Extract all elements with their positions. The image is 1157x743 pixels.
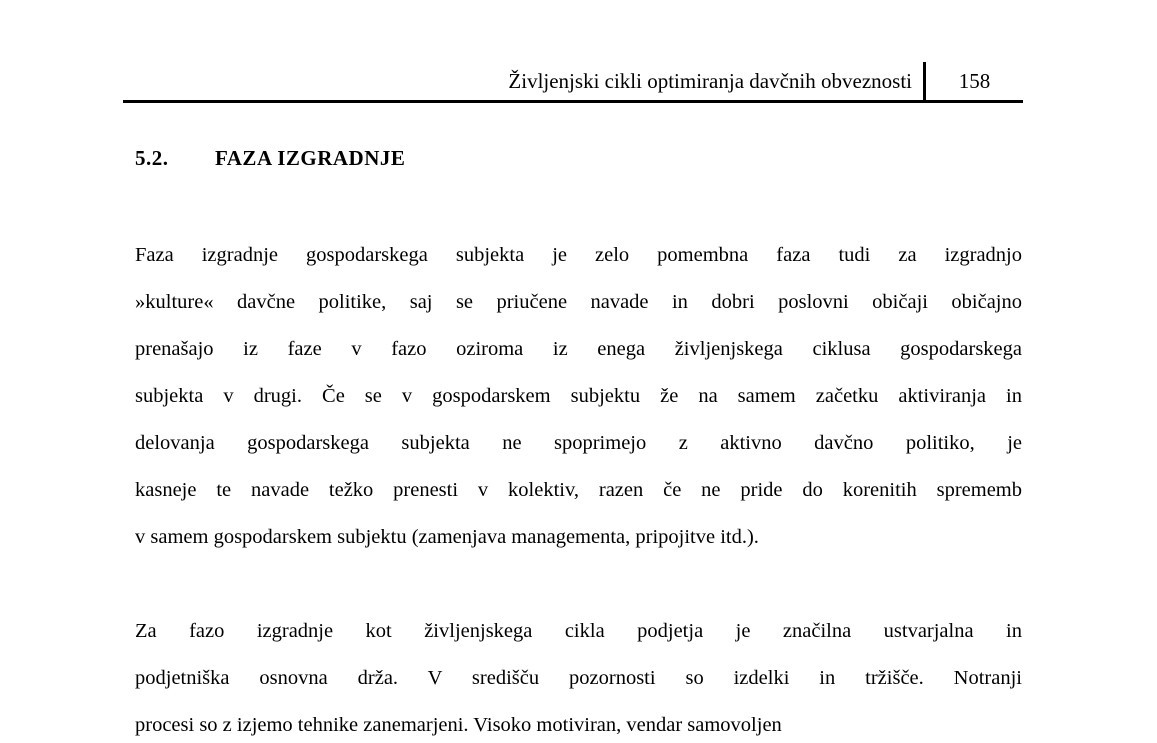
text-line: subjekta v drugi. Če se v gospodarskem subjektu že na samem začetku aktiviranja in [135,385,1022,407]
text-line: Za fazo izgradnje kot življenjskega cikla podjetja je značilna ustvarjalna in [135,620,1022,642]
document-body [135,232,1022,743]
text-line: delovanja gospodarskega subjekta ne spoprimejo z aktivno davčno politiko, je [135,432,1022,454]
paragraph [135,232,1022,561]
text-line: v samem gospodarskem subjektu (zamenjava managementa, pripojitve itd.). [135,526,759,548]
text-line: »kulture« davčne politike, saj se priučene navade in dobri poslovni običaji običajno [135,291,1022,313]
section-number: 5.2. [135,146,169,170]
paragraph [135,608,1022,743]
section-heading [135,146,1022,171]
text-line: procesi so z izjemo tehnike zanemarjeni. Visoko motiviran, vendar samovoljen [135,714,782,736]
text-line: prenašajo iz faze v fazo oziroma iz enega življenjskega ciklusa gospodarskega [135,338,1022,360]
header-title: Življenjski cikli optimiranja davčnih obveznosti [508,69,912,93]
text-line: kasneje te navade težko prenesti v kolektiv, razen če ne pride do korenitih sprememb [135,479,1022,501]
text-line: Faza izgradnje gospodarskega subjekta je zelo pomembna faza tudi za izgradnjo [135,244,1022,266]
page-number: 158 [958,69,991,93]
text-line: podjetniška osnovna drža. V središču pozornosti so izdelki in tržišče. Notranji [135,667,1022,689]
section-title: FAZA IZGRADNJE [215,146,406,170]
running-header [123,62,1023,103]
